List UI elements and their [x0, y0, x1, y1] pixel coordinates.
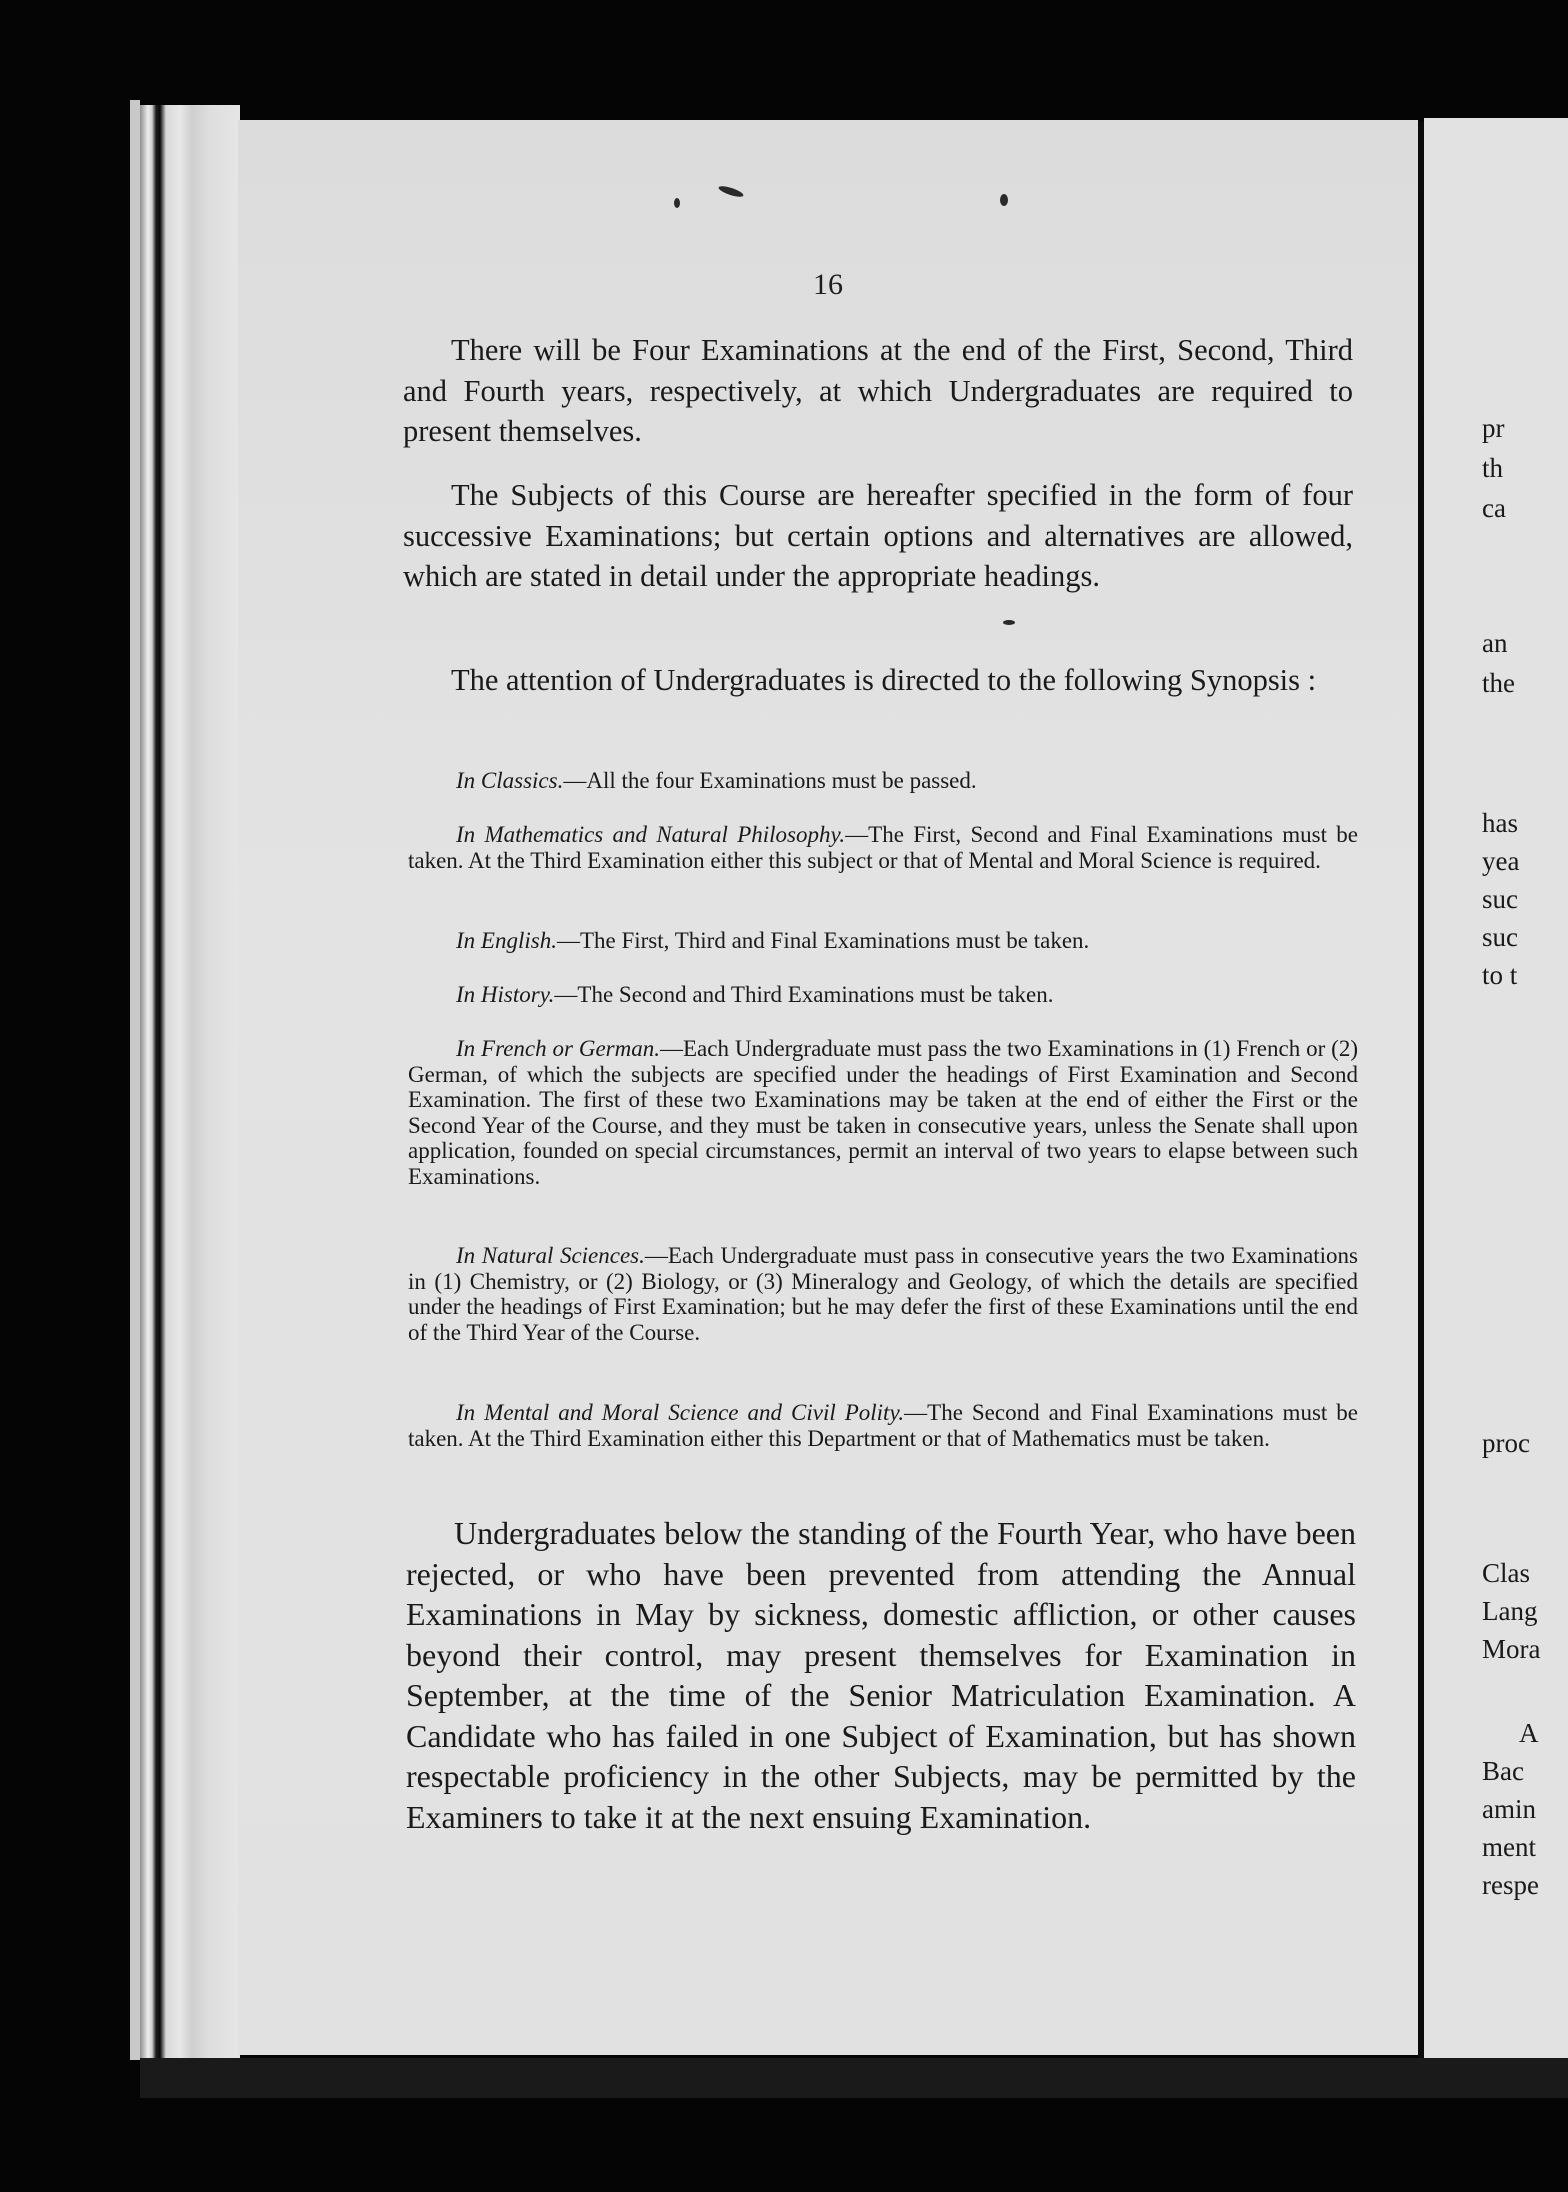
document-page — [238, 120, 1418, 2055]
synopsis-french-german — [408, 1036, 1358, 1189]
facing-page-fragment: to t — [1482, 960, 1518, 990]
facing-page-fragment: yea — [1482, 846, 1520, 876]
synopsis-lead: In French or German. — [456, 1036, 660, 1061]
ink-speck — [674, 198, 680, 208]
synopsis-text: —Each Undergraduate must pass the two Examinations in (1) French or (2) German, of which the subjects are specified under the headings of First Examination and Second Examination. The first of these two Examinations may be taken at the end of either the First or the Second Year of the Course, and they must be taken in consecutive years, unless the Senate shall upon application, founded on special circumstances, permit an interval of two years to elapse between such Examinations. — [408, 1036, 1358, 1189]
synopsis-text: —The Second and Final Examinations must be taken. At the Third Examination either this Department or that of Mathematics must be taken. — [408, 1400, 1358, 1451]
synopsis-lead: In Mathematics and Natural Philosophy. — [456, 822, 846, 847]
facing-page-fragment: amin — [1482, 1794, 1536, 1824]
facing-page-fragment: ment — [1482, 1832, 1536, 1862]
synopsis-history — [408, 982, 1358, 1008]
synopsis-text: —The First, Second and Final Examinations must be taken. At the Third Examination either this subject or that of Mental and Moral Science is required. — [408, 822, 1358, 873]
synopsis-english — [408, 928, 1358, 954]
facing-page-fragment: has — [1482, 808, 1518, 838]
synopsis-lead: In History. — [456, 982, 555, 1007]
ink-speck — [1003, 620, 1015, 625]
ink-speck — [1000, 194, 1008, 206]
page-number: 16 — [813, 268, 843, 301]
synopsis-mathematics — [408, 822, 1358, 873]
intro-paragraph-3: The attention of Undergraduates is directed to the following Synopsis : — [451, 663, 1317, 697]
synopsis-classics — [408, 768, 1358, 794]
synopsis-lead: In Mental and Moral Science and Civil Polity. — [456, 1400, 905, 1425]
intro-paragraph-1: There will be Four Examinations at the end of the First, Second, Third and Fourth years, respectively, at which Undergraduates are required to present themselves. — [403, 333, 1353, 448]
synopsis-text: —Each Undergraduate must pass in consecutive years the two Examinations in (1) Chemistry, or (2) Biology, or (3) Mineralogy and Geology, of which the details are specified under the headings of First Examination; but he may defer the first of these Examinations until the end of the Third Year of the Course. — [408, 1243, 1359, 1345]
facing-page-fragment: Mora — [1482, 1634, 1541, 1664]
scan-bottom-border — [140, 2058, 1568, 2098]
facing-page-fragment: suc — [1482, 884, 1518, 914]
synopsis-text: —The Second and Third Examinations must be taken. — [554, 982, 1054, 1007]
ink-speck — [718, 184, 745, 199]
synopsis-lead: In English. — [456, 928, 557, 953]
facing-page-fragment: Clas — [1482, 1558, 1531, 1588]
facing-page-fragment: an — [1482, 628, 1508, 658]
facing-page-fragment: ca — [1482, 493, 1506, 523]
synopsis-text: —All the four Examinations must be passed. — [563, 768, 977, 793]
page-edge — [130, 100, 140, 2060]
synopsis-mental-moral — [408, 1400, 1358, 1451]
facing-page-fragment: respe — [1482, 1870, 1539, 1900]
facing-page — [1424, 118, 1568, 2063]
facing-page-fragment: suc — [1482, 922, 1518, 952]
facing-page-fragment: A — [1519, 1718, 1539, 1748]
closing-paragraph: Undergraduates below the standing of the Fourth Year, who have been rejected, or who have been prevented from attending the Annual Examinations in May by sickness, domestic affliction, or other causes beyond their control, may present themselves for Examination in September, at the time of the Senior Matriculation Examination. A Candidate who has failed in one Subject of Examination, but has shown respectable proficiency in the other Subjects, may be permitted by the Examiners to take it at the next ensuing Examination. — [406, 1515, 1356, 1835]
facing-page-fragment: Lang — [1482, 1596, 1538, 1626]
facing-page-fragment: Bac — [1482, 1756, 1524, 1786]
facing-page-fragment: pr — [1482, 413, 1505, 443]
intro-paragraph-2: The Subjects of this Course are hereafter specified in the form of four successive Examinations; but certain options and alternatives are allowed, which are stated in detail under the appropriate headings. — [403, 478, 1353, 593]
synopsis-lead: In Natural Sciences. — [456, 1243, 645, 1268]
facing-page-fragment: the — [1482, 668, 1515, 698]
facing-page-fragment: proc — [1482, 1428, 1530, 1458]
book-spine — [140, 105, 240, 2065]
facing-page-fragment: th — [1482, 453, 1504, 483]
synopsis-lead: In Classics. — [456, 768, 564, 793]
synopsis-text: —The First, Third and Final Examinations must be taken. — [556, 928, 1090, 953]
synopsis-natural-sciences — [408, 1243, 1358, 1345]
